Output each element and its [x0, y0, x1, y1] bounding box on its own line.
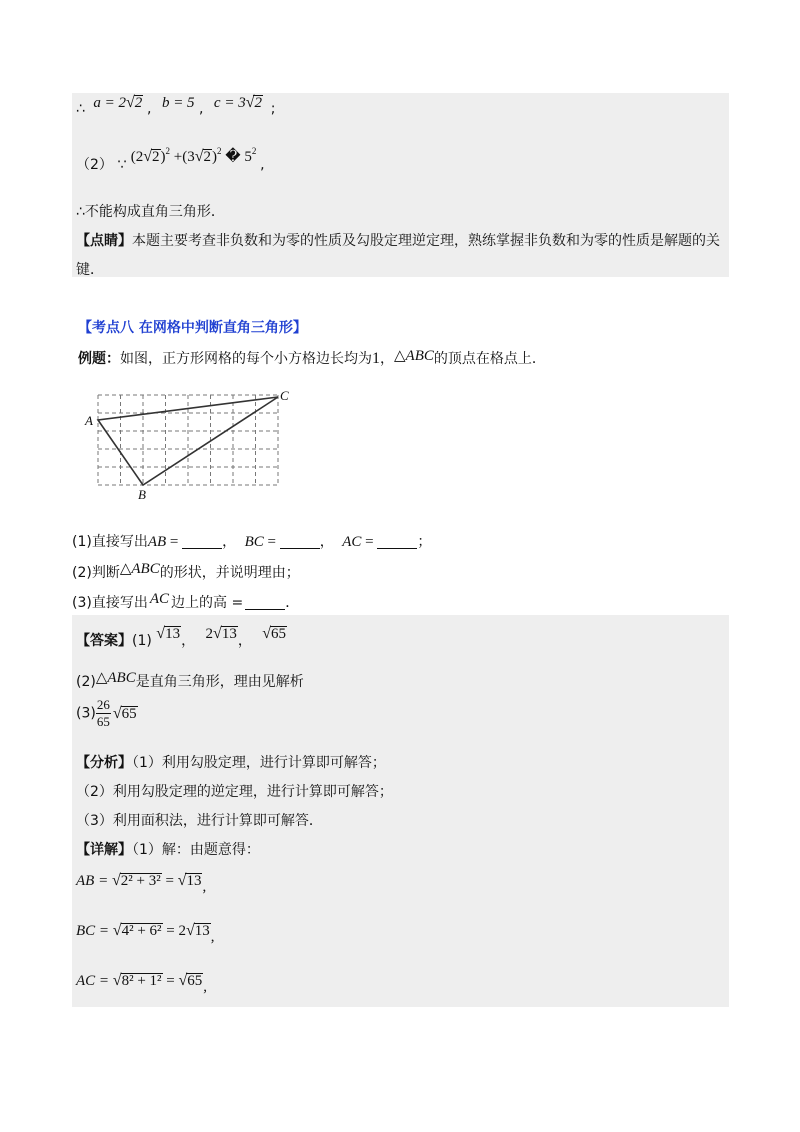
- detail-label: 【详解】: [76, 842, 132, 858]
- equation-mid: =: [161, 873, 178, 889]
- vertex-label-a: A: [85, 413, 93, 428]
- answer-1-prefix: (1): [132, 633, 152, 649]
- sqrt-65: 65: [121, 705, 137, 722]
- fraction-denominator: 65: [96, 714, 110, 729]
- answer-blank-bc[interactable]: [280, 534, 320, 549]
- comma: ，: [181, 633, 196, 649]
- equation-ab: AB = √2² + 3² = √13,: [76, 872, 207, 895]
- period: ．: [285, 595, 300, 611]
- exponent: 2: [217, 146, 222, 156]
- comma: ,: [199, 101, 204, 117]
- comma: ，: [237, 633, 252, 649]
- sqrt-65: 65: [271, 626, 287, 642]
- radicand-2: 2: [203, 149, 212, 165]
- section-heading: 【考点八 在网格中判断直角三角形】: [78, 320, 307, 336]
- vertex-label-b: B: [138, 487, 146, 502]
- question-2-prefix: (2)判断: [72, 565, 120, 581]
- equation-ac: AC = √8² + 1² = √65,: [76, 972, 208, 995]
- sqrt-13: 13: [221, 626, 237, 642]
- detail-text: （1）解：由题意得：: [132, 842, 260, 858]
- analysis-line-3: （3）利用面积法，进行计算即可解答．: [76, 813, 323, 829]
- question-1-prefix: (1)直接写出: [72, 534, 148, 550]
- answer-line-1: 【答案】(1) √13， 2√13， √65: [76, 625, 287, 649]
- comma: ,: [260, 157, 265, 173]
- segment-ab: AB: [147, 534, 167, 550]
- segment-ac: AC: [342, 534, 362, 550]
- coefficient-2: 2: [205, 626, 214, 642]
- comma: ，: [380, 351, 394, 367]
- semicolon: ;: [270, 101, 276, 117]
- example-tail: 的顶点在格点上．: [433, 351, 546, 367]
- conclusion-line: ∴不能构成直角三角形．: [76, 204, 225, 220]
- side-length-value: 1: [372, 350, 380, 367]
- part-2-prefix: （2）: [76, 157, 113, 173]
- equation-result: 13: [194, 923, 210, 939]
- answer-line-3: (3) $\frac{26}{65}$ √65: [76, 697, 137, 729]
- triangle-name: △ABC: [119, 561, 160, 577]
- comment-line-continued: 键．: [76, 262, 104, 278]
- answer-3-prefix: (3): [76, 705, 96, 722]
- exponent: 2: [165, 146, 171, 156]
- segment-bc: BC: [244, 534, 264, 550]
- answer-blank-height[interactable]: [245, 595, 285, 610]
- comma: ,: [203, 979, 208, 995]
- example-label: 例题：: [78, 351, 120, 367]
- example-text: 如图，正方形网格的每个小方格边长均为: [120, 351, 372, 367]
- a-value-lhs: a = 2: [93, 95, 126, 111]
- comma: ,: [210, 929, 215, 945]
- equals: =: [263, 534, 280, 550]
- answer-2-prefix: (2): [76, 674, 96, 690]
- triangle-name: △ABC: [394, 348, 434, 364]
- paren-close-2: ): [212, 149, 218, 165]
- answer-2-tail: 是直角三角形，理由见解析: [135, 674, 304, 690]
- comparison-term: � 5: [221, 149, 252, 165]
- answer-line-2: [76, 671, 304, 691]
- answer-blank-ab[interactable]: [182, 534, 222, 549]
- comma: ，: [319, 534, 334, 550]
- comma: ,: [147, 101, 152, 117]
- values-line: ∴ a = 2√2 , b = 5 , c = 3√2 ;: [76, 94, 276, 117]
- question-3-mid: 边上的高 =: [171, 595, 244, 611]
- analysis-label: 【分析】: [76, 755, 132, 771]
- equation-result: 13: [186, 873, 202, 889]
- exponent: 2: [251, 146, 257, 156]
- answer-blank-ac[interactable]: [377, 534, 417, 549]
- question-2: [72, 562, 300, 582]
- equation-lhs: AC =: [76, 973, 113, 989]
- sqrt-13: 13: [165, 626, 181, 642]
- equals: =: [166, 534, 183, 550]
- equation-lhs: AB =: [76, 873, 112, 889]
- analysis-line-1: [76, 752, 386, 772]
- comment-label: 【点睛】: [76, 233, 132, 249]
- paren-term-2: +(3: [170, 149, 195, 165]
- c-value-lhs: c = 3: [213, 95, 246, 111]
- equation-lhs: BC =: [76, 923, 113, 939]
- equation-mid: = 2: [162, 923, 187, 939]
- equation-radicand: 8² + 1²: [121, 973, 162, 989]
- question-3-prefix: (3)直接写出: [72, 595, 148, 611]
- segment-ac: AC: [149, 591, 170, 607]
- comma: ,: [202, 879, 207, 895]
- comma: ，: [222, 534, 237, 550]
- paren-term-1: (2: [130, 149, 144, 165]
- because-symbol: ∵: [117, 157, 127, 173]
- radicand-1: 2: [152, 149, 160, 165]
- question-1: [72, 531, 431, 551]
- c-value-radicand: 2: [254, 95, 262, 111]
- analysis-line-2: （2）利用勾股定理的逆定理，进行计算即可解答；: [76, 784, 393, 800]
- equals: =: [361, 534, 378, 550]
- therefore-symbol: ∴: [76, 101, 85, 117]
- equation-radicand: 2² + 3²: [120, 873, 161, 889]
- fraction-numerator: 26: [96, 697, 110, 712]
- analysis-text-1: （1）利用勾股定理，进行计算即可解答；: [132, 755, 386, 771]
- semicolon: ；: [417, 534, 432, 550]
- equation-bc: BC = √4² + 6² = 2√13,: [76, 922, 215, 945]
- comment-line: [76, 230, 720, 250]
- question-3: [72, 592, 299, 612]
- pythagorean-check-line: （2） ∵ $(2√2)^2 +(3√2)^2$ � $5^2$ ,: [76, 146, 265, 173]
- equation-radicand: 4² + 6²: [121, 923, 162, 939]
- comment-text: 本题主要考查非负数和为零的性质及勾股定理逆定理，熟练掌握非负数和为零的性质是解题的关: [132, 233, 720, 249]
- answer-label: 【答案】: [76, 633, 132, 649]
- vertex-label-c: C: [280, 388, 289, 403]
- equation-result: 65: [187, 973, 203, 989]
- b-value: b = 5: [161, 95, 195, 111]
- paren-close-1: ): [160, 149, 166, 165]
- grid-figure: [80, 385, 300, 505]
- equation-mid: =: [162, 973, 179, 989]
- a-value-radicand: 2: [134, 95, 143, 111]
- detail-line: [76, 839, 260, 859]
- triangle-name: △ABC: [95, 670, 136, 686]
- question-2-tail: 的形状，并说明理由；: [159, 565, 300, 581]
- fraction-26-65: [96, 697, 111, 730]
- example-prompt: [78, 348, 546, 368]
